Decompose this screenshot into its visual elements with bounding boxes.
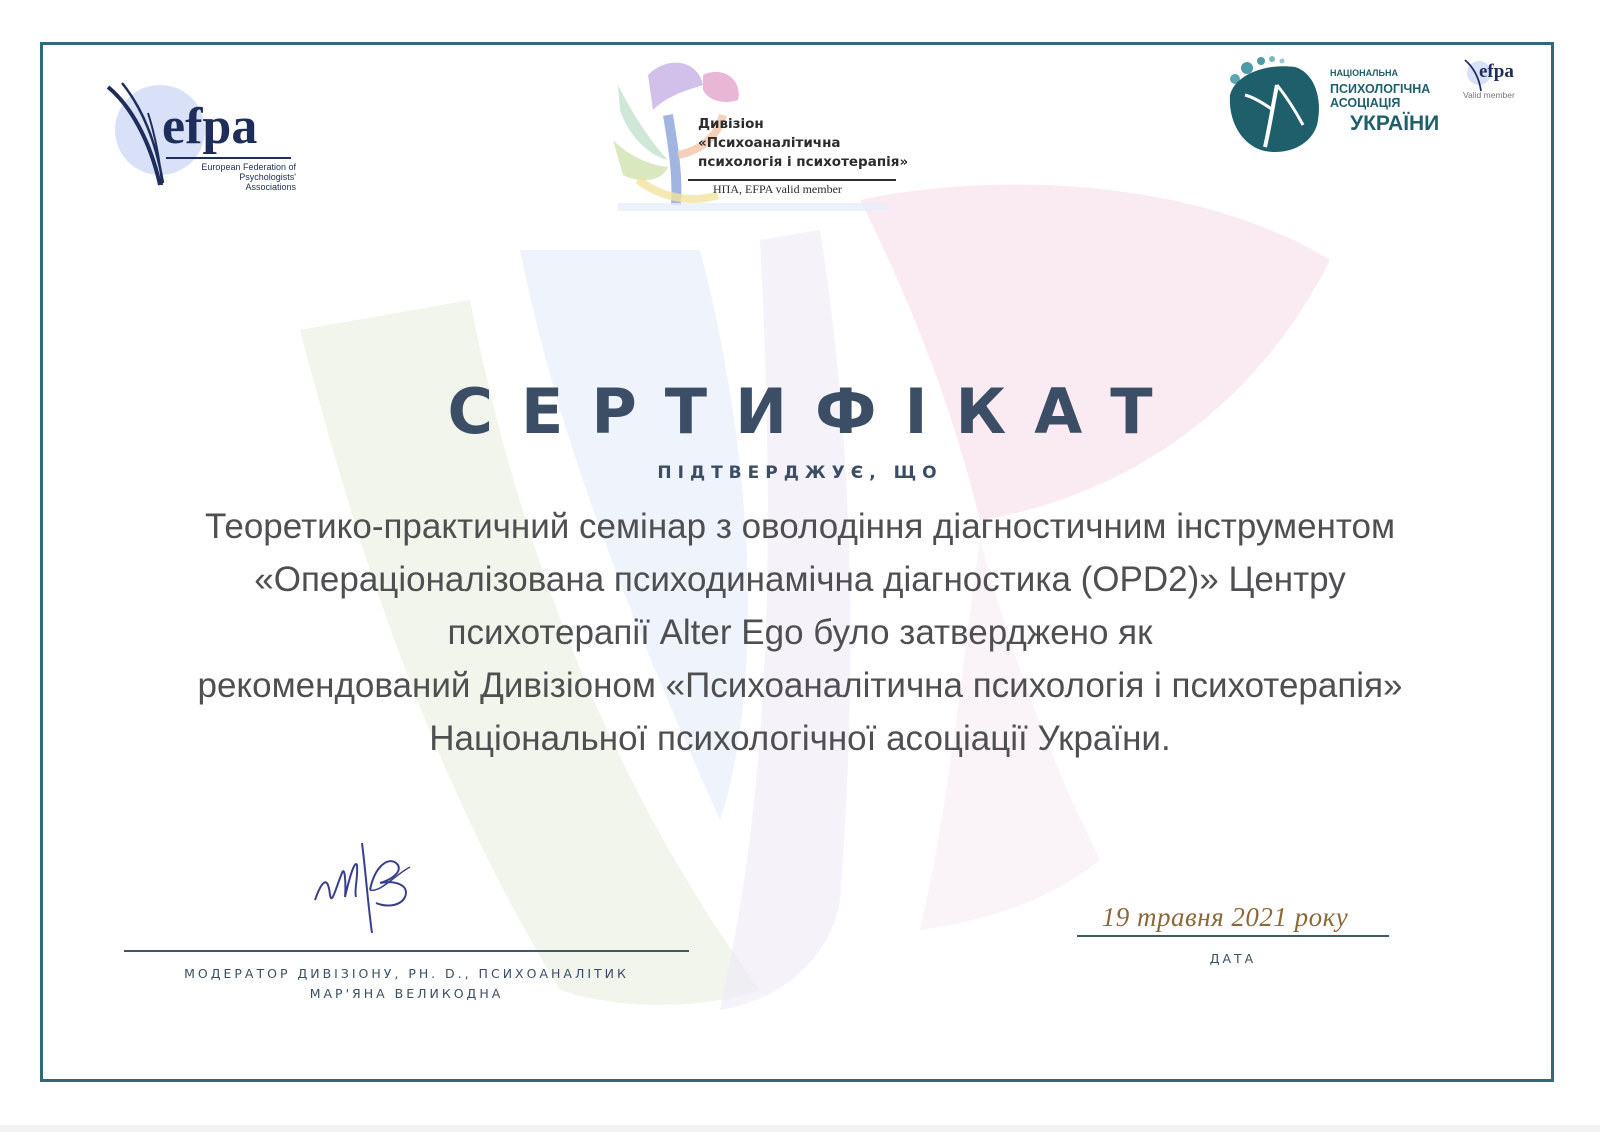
date-caption: ДАТА bbox=[1209, 951, 1257, 966]
npa-efpa-wordmark: efpa bbox=[1479, 61, 1514, 82]
signature-caption-name: МАР'ЯНА ВЕЛИКОДНА bbox=[309, 986, 504, 1001]
division-divider bbox=[688, 179, 896, 181]
npa-name-line4: УКРАЇНИ bbox=[1350, 112, 1440, 135]
npa-name-line2: ПСИХОЛОГІЧНА bbox=[1330, 82, 1431, 96]
division-name-line2: «Психоаналітична bbox=[698, 135, 841, 151]
body-line: Теоретико-практичний семінар з оволодіння діагностичним інструментом bbox=[204, 507, 1396, 546]
body-line: рекомендований Дивізіоном «Психоаналітична психологія і психотерапія» bbox=[197, 666, 1403, 705]
date-value: 19 травня 2021 року bbox=[1101, 902, 1349, 932]
certificate-subtitle: ПІДТВЕРДЖУЄ, ЩО bbox=[657, 463, 943, 483]
certificate-body bbox=[100, 500, 1500, 765]
npa-name-line3: АСОЦІАЦІЯ bbox=[1330, 96, 1401, 110]
division-name bbox=[698, 115, 908, 172]
division-logo bbox=[608, 55, 908, 215]
efpa-underline bbox=[166, 157, 291, 159]
npa-name bbox=[1330, 68, 1439, 136]
body-line: Національної психологічної асоціації України. bbox=[429, 719, 1171, 758]
signature-caption-role: МОДЕРАТОР ДИВІЗІОНУ, PH. D., ПСИХОАНАЛІТИК bbox=[184, 966, 629, 981]
efpa-tagline-line2: Psychologists' Associations bbox=[239, 172, 296, 192]
efpa-logo bbox=[100, 75, 300, 195]
efpa-wordmark: efpa bbox=[162, 98, 258, 155]
body-line: психотерапії Alter Ego було затверджено як bbox=[447, 613, 1153, 652]
efpa-tagline bbox=[196, 162, 296, 192]
npa-efpa-badge bbox=[1463, 57, 1533, 107]
date-line bbox=[1077, 935, 1389, 937]
efpa-tagline-line1: European Federation of bbox=[201, 162, 296, 172]
division-name-line1: Дивізіон bbox=[698, 116, 764, 132]
handwritten-signature bbox=[310, 835, 440, 935]
npa-name-line1: НАЦІОНАЛЬНА bbox=[1330, 68, 1398, 78]
division-name-line3: психологія і психотерапія» bbox=[698, 154, 909, 170]
signature-line bbox=[124, 950, 689, 952]
body-line: «Операціоналізована психодинамічна діагностика (OPD2)» Центру bbox=[254, 560, 1346, 599]
npa-emblem bbox=[1225, 55, 1335, 160]
npa-valid-member: Valid member bbox=[1463, 90, 1515, 100]
certificate-title: СЕРТИФІКАТ bbox=[447, 375, 1181, 448]
division-underband bbox=[618, 203, 888, 211]
division-member-note: НПА, EFPA valid member bbox=[713, 182, 842, 196]
npa-logo bbox=[1225, 55, 1535, 165]
